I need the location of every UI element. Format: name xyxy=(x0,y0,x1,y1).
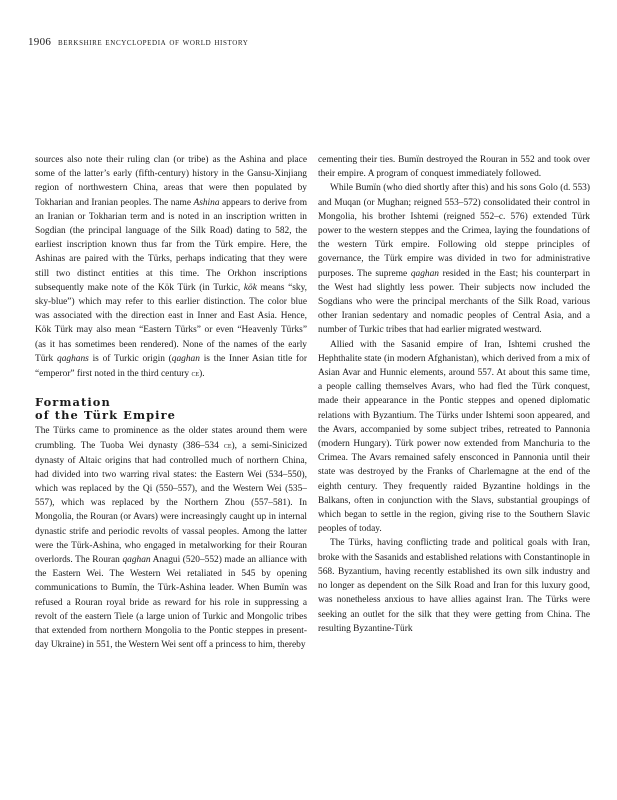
page-number: 1906 xyxy=(28,36,52,48)
left-column xyxy=(35,153,307,653)
term-ashina: Ashina xyxy=(193,197,220,208)
term-qaghan: qaghan xyxy=(410,268,439,279)
term-qaghan: qaghan xyxy=(171,353,200,364)
publication-title: berkshire encyclopedia of world history xyxy=(58,37,249,48)
era-ce: ce xyxy=(191,368,200,379)
term-kok: kök xyxy=(243,282,257,293)
section-heading-line2: of the Türk Empire xyxy=(35,408,177,423)
running-head xyxy=(28,36,248,48)
paragraph-rouran-destroyed: cementing their ties. Bumïn destroyed the Rouran in 552 and took over their empire. A program of conquest immediately followed. xyxy=(318,155,590,180)
section-heading-line1: Formation xyxy=(35,395,111,410)
term-qaghans: qaghans xyxy=(57,353,89,364)
paragraph-consolidation: While Bumïn (who died shortly after this) and his sons Golo (d. 553) and Muqan (or Mughan; reigned 553–572) consolidated their control in Mongolia, his brother Ishtemi (reigned 552–c. 576) extended Türk power to the western steppes and the Crimea, laying the foundations of the western Türk empire. Following old steppe principles of governance, the Türk empire was divided in two for administrative purposes. The supreme qaghan resided in the East; his counterpart in the West had slightly less power. Their subjects now included the Sogdians who were the principal merchants of the Silk Road, various other Iranian sedentary and nomadic peoples of Central Asia, and a number of Turkic tribes that had earlier migrated westward. xyxy=(318,183,591,336)
section-heading xyxy=(35,396,307,422)
term-qaghan: qaghan xyxy=(122,555,151,566)
paragraph-ashina-origins: sources also note their ruling clan (or tribe) as the Ashina and place some of the latter’s early (fifth-century) history in the Gansu-Xinjiang region of northwestern China, areas that were then populated by Tokharian and Iranian peoples. The name Ashina appears to derive from an Iranian or Tokharian term and is noted in an inscription written in Sogdian (the principal language of the Silk Road) dating to 582, the earliest inscription known thus far from the Türk empire. Here, the Ashinas are paired with the Türks, perhaps indicating that they were still two distinct entities at this time. The Orkhon inscriptions subsequently make note of the Kök Türk (in Turkic, kök means “sky, sky-blue”) which may refer to this earlier distinction. The color blue was associated with the direction east in Inner and East Asia. Hence, Kök Türk may also mean “Eastern Türks” or even “Heavenly Türks” (as it has sometimes been rendered). None of the names of the early Türk qaghans is of Turkic origin (qaghan is the Inner Asian title for “emperor” first noted in the third century ce). xyxy=(35,155,308,380)
era-ce: ce xyxy=(223,440,232,451)
right-column xyxy=(318,153,590,636)
paragraph-formation: The Türks came to prominence as the older states around them were crumbling. The Tuoba Wei dynasty (386–534 ce), a semi-Sinicized dynasty of Altaic origins that had controlled much of northern China, had divided into two warring rival states: the Eastern Wei (534–550), which was replaced by the Qi (550–557), and the Western Wei (535–557), which was replaced by the Northern Zhou (557–581). In Mongolia, the Rouran (or Avars) were increasingly caught up in internal dynastic strife and periodic revolts of vassal peoples. Among the latter were the Türk-Ashina, who engaged in metalworking for their Rouran overlords. The Rouran qaghan Anagui (520–552) made an alliance with the Eastern Wei. The Western Wei retaliated in 545 by opening communications to Bumïn, the Türk-Ashina leader. When Bumïn was refused a Rouran royal bride as reward for his role in suppressing a revolt of the eastern Tiele (a large union of Turkic and Mongolic tribes that extended from northern Mongolia to the Pontic steppes in present-day Ukraine) in 551, the Western Wei sent off a princess to him, thereby xyxy=(35,426,308,651)
paragraph-byzantium-relations: The Türks, having conflicting trade and political goals with Iran, broke with the Sasanids and established relations with Constantinople in 568. Byzantium, having recently established its own silk industry and no longer as dependent on the Silk Road and Iran for this luxury good, was nonetheless anxious to have allies against Iran. The Türks were seeking an outlet for the silk that they were getting from China. The resulting Byzantine-Türk xyxy=(318,538,590,634)
paragraph-sasanid-alliance: Allied with the Sasanid empire of Iran, Ishtemi crushed the Hephthalite state (in modern Afghanistan), which derived from a mix of Asian Avar and Hunnic elements, around 557. At about this same time, a people calling themselves Avars, who had fled the Türk conquest, made their appearance in the Pontic steppes and opened diplomatic relations with Byzantium. The Türks under Ishtemi soon appeared, and the Avars, accompanied by some subject tribes, retreated to Pannonia (modern Hungary). Türk power now extended from Manchuria to the Crimea. The Avars remained safely ensconced in Pannonia until their state was destroyed by the Franks of Charlemagne at the end of the eighth century. They frequently raided Byzantine holdings in the Balkans, often in conjunction with the Slavs, substantial groupings of which began to settle in the region, giving rise to the Southern Slavic peoples of today. xyxy=(318,339,590,535)
